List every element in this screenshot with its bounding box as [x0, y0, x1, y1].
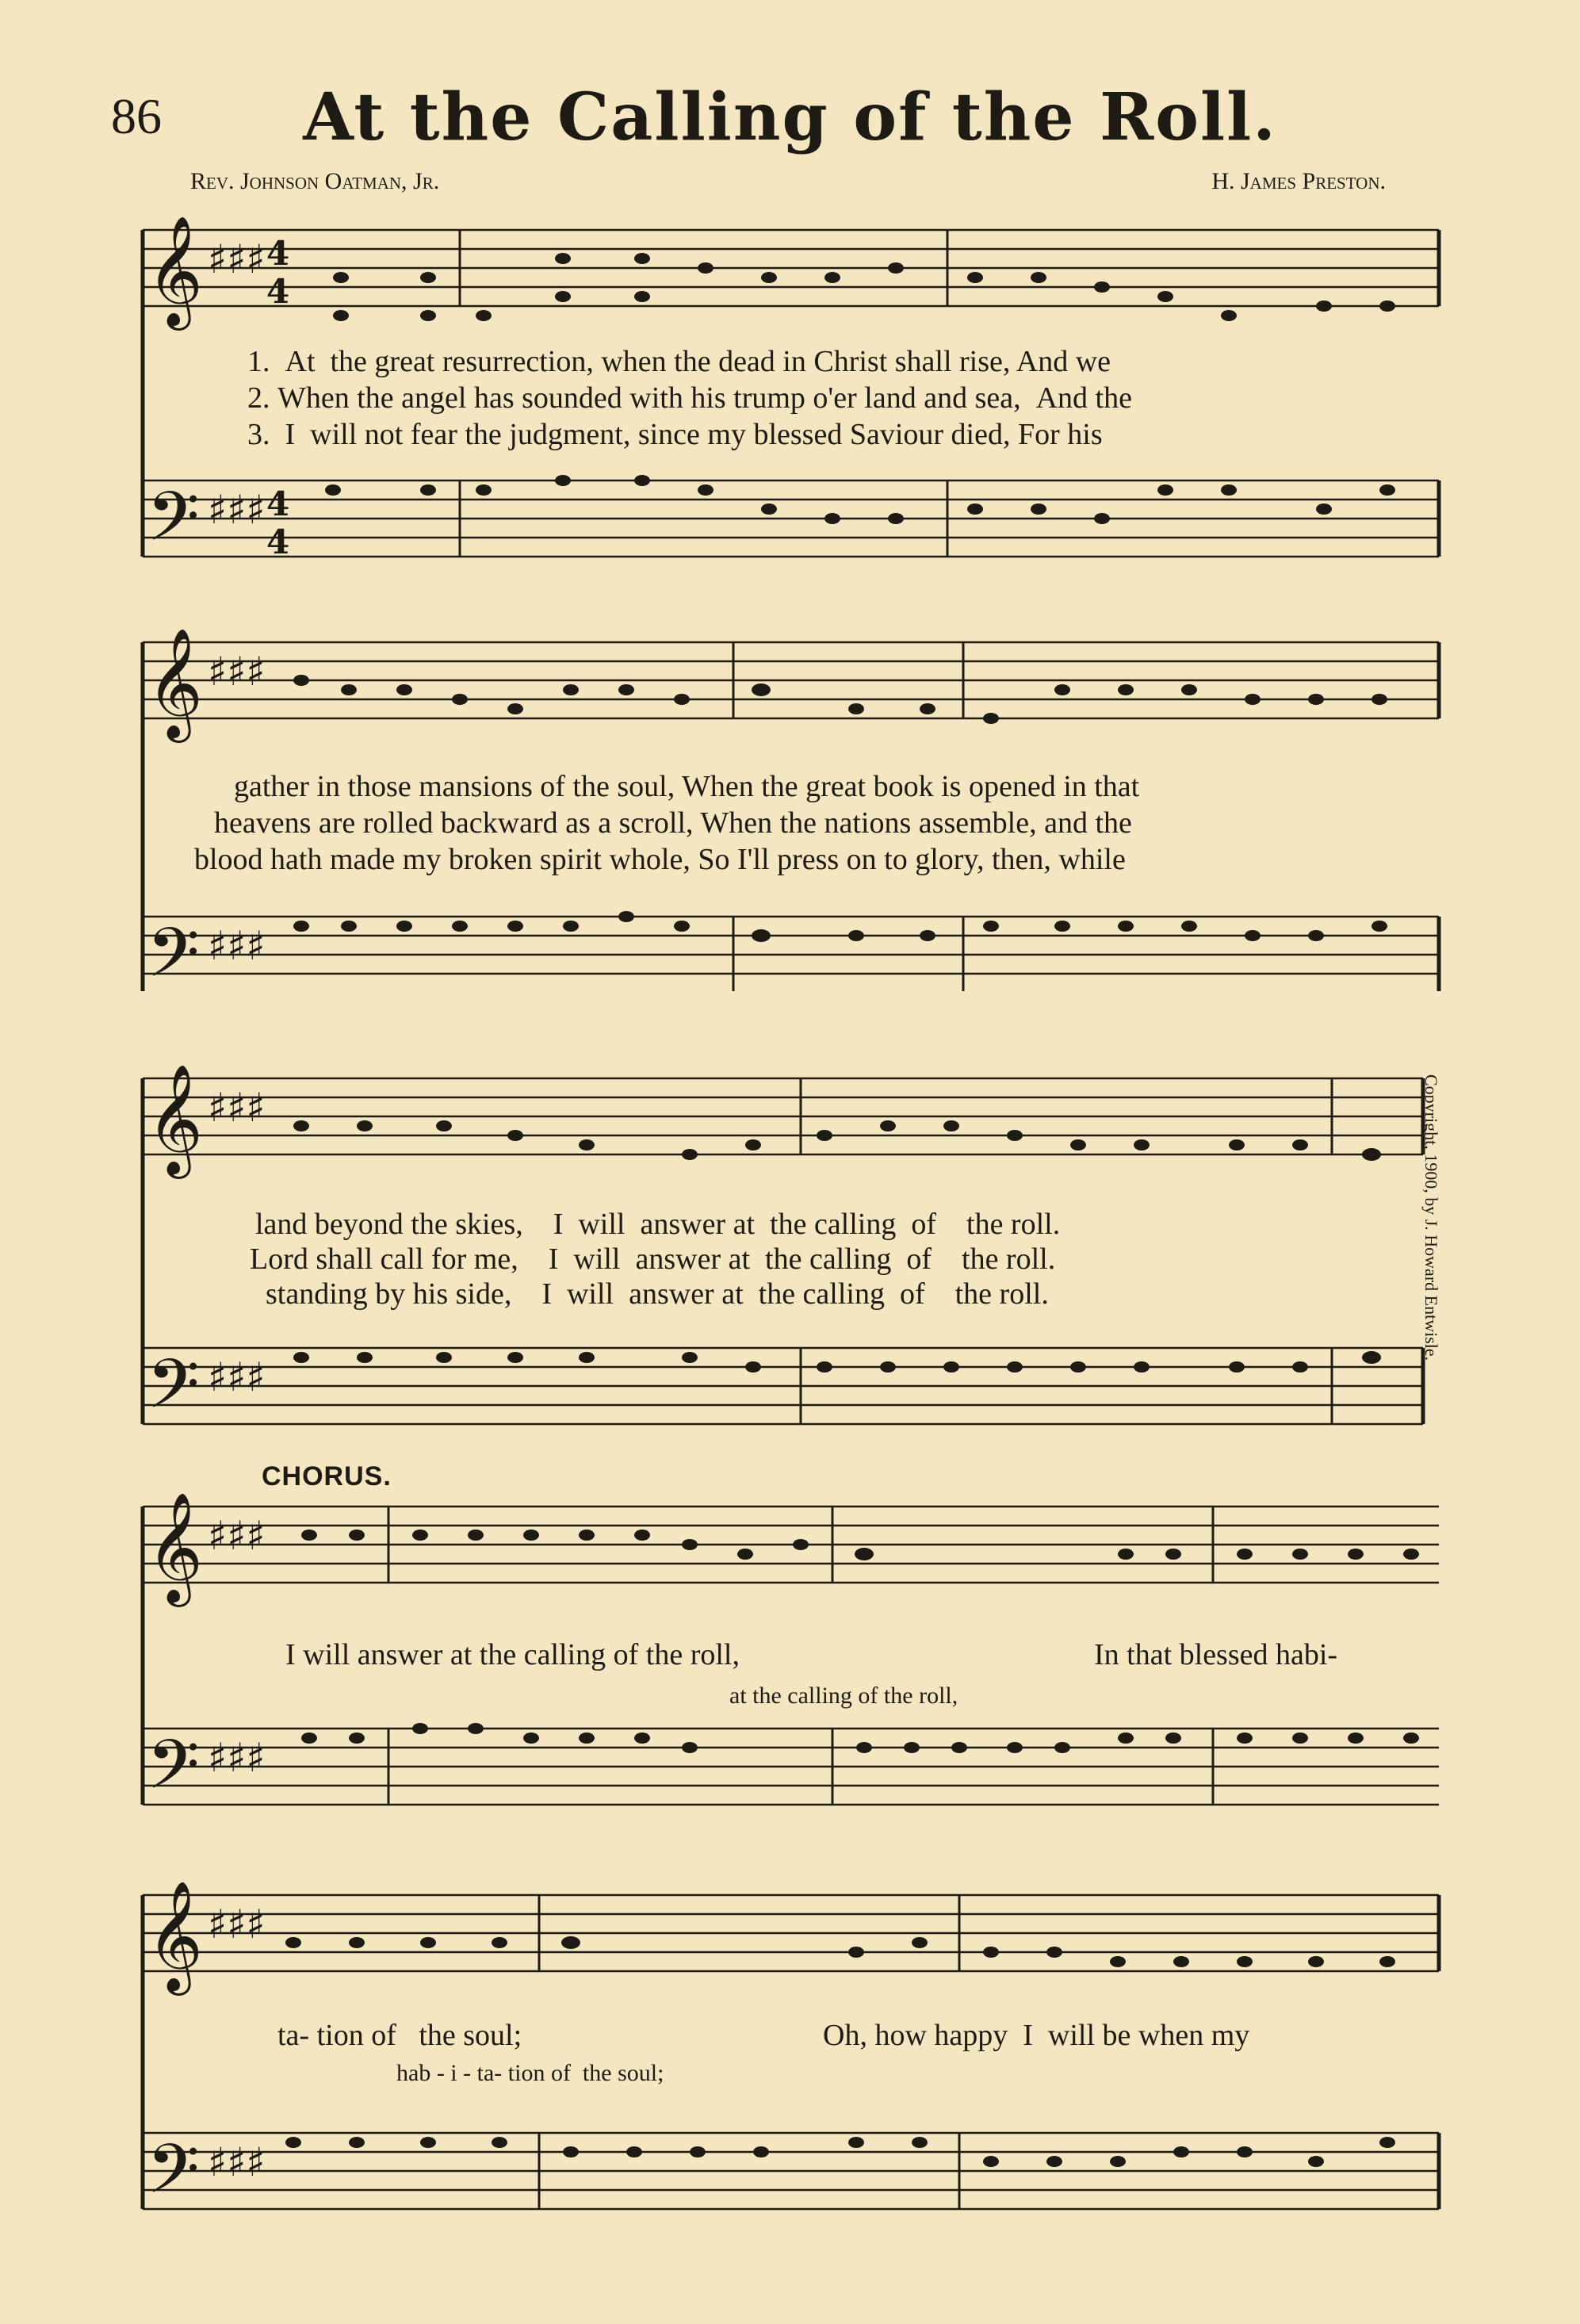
music-system-5: [0, 1879, 1580, 2244]
svg-text:♯♯♯: ♯♯♯: [208, 1513, 266, 1559]
svg-text:♯♯♯: ♯♯♯: [208, 2139, 266, 2185]
verse1-line1: 1. At the great resurrection, when the dead in Christ shall rise, And we: [247, 345, 1111, 378]
svg-text:𝄢: 𝄢: [147, 1725, 200, 1821]
svg-text:♯♯♯: ♯♯♯: [208, 1735, 266, 1781]
svg-text:4: 4: [266, 523, 290, 561]
svg-text:♯♯♯: ♯♯♯: [208, 649, 266, 695]
chorus-line2-continued: Oh, how happy I will be when my: [823, 2019, 1250, 2052]
svg-text:4: 4: [266, 484, 290, 523]
svg-text:𝄞: 𝄞: [147, 1492, 203, 1602]
verse2-line2: heavens are rolled backward as a scroll, When the nations assemble, and the: [214, 806, 1132, 840]
svg-text:𝄢: 𝄢: [147, 2129, 200, 2226]
chorus-echo2: hab - i - ta- tion of the soul;: [396, 2060, 664, 2086]
svg-text:4: 4: [266, 272, 290, 311]
svg-text:𝄢: 𝄢: [147, 913, 200, 991]
svg-text:♯♯♯: ♯♯♯: [208, 236, 266, 282]
verse1-line3: land beyond the skies, I will answer at the calling of the roll.: [255, 1208, 1061, 1241]
copyright-notice: Copyright, 1900, by J. Howard Entwisle.: [1421, 1074, 1441, 1361]
svg-text:𝄞: 𝄞: [147, 216, 203, 326]
svg-text:♯♯♯: ♯♯♯: [208, 1085, 266, 1131]
verse3-line2: blood hath made my broken spirit whole, So I'll press on to glory, then, while: [194, 843, 1126, 876]
svg-text:♯♯♯: ♯♯♯: [208, 1901, 266, 1947]
lyricist-credit: Rev. Johnson Oatman, Jr.: [190, 168, 440, 194]
composer-credit: H. James Preston.: [1211, 168, 1386, 194]
chorus-echo1: at the calling of the roll,: [729, 1683, 958, 1709]
verse2-line1: 2. When the angel has sounded with his trump o'er land and sea, And the: [247, 381, 1132, 415]
chorus-line2: ta- tion of the soul;: [277, 2019, 522, 2052]
verse3-line1: 3. I will not fear the judgment, since my blessed Saviour died, For his: [247, 418, 1103, 451]
hymn-title: At the Calling of the Roll.: [303, 79, 1277, 155]
svg-text:𝄢: 𝄢: [147, 1344, 200, 1435]
svg-text:4: 4: [266, 234, 290, 273]
page-number: 86: [111, 88, 162, 144]
chorus-line1: I will answer at the calling of the roll,: [285, 1638, 740, 1671]
svg-text:𝄞: 𝄞: [147, 628, 203, 738]
chorus-line1-continued: In that blessed habi-: [1094, 1638, 1338, 1671]
verse2-line3: Lord shall call for me, I will answer at the calling of the roll.: [250, 1242, 1056, 1276]
svg-text:𝄢: 𝄢: [147, 477, 200, 573]
music-system-4: [0, 1491, 1580, 1824]
svg-text:♯♯♯: ♯♯♯: [208, 487, 266, 533]
verse3-line3: standing by his side, I will answer at the calling of the roll.: [266, 1277, 1049, 1311]
verse1-line2: gather in those mansions of the soul, When the great book is opened in that: [234, 770, 1140, 803]
svg-text:𝄞: 𝄞: [147, 1064, 203, 1174]
svg-text:𝄞: 𝄞: [147, 1881, 203, 1991]
chorus-label: CHORUS.: [262, 1461, 392, 1491]
treble-staff: [143, 230, 1439, 306]
svg-text:♯♯♯: ♯♯♯: [208, 1354, 266, 1400]
svg-text:♯♯♯: ♯♯♯: [208, 923, 266, 969]
